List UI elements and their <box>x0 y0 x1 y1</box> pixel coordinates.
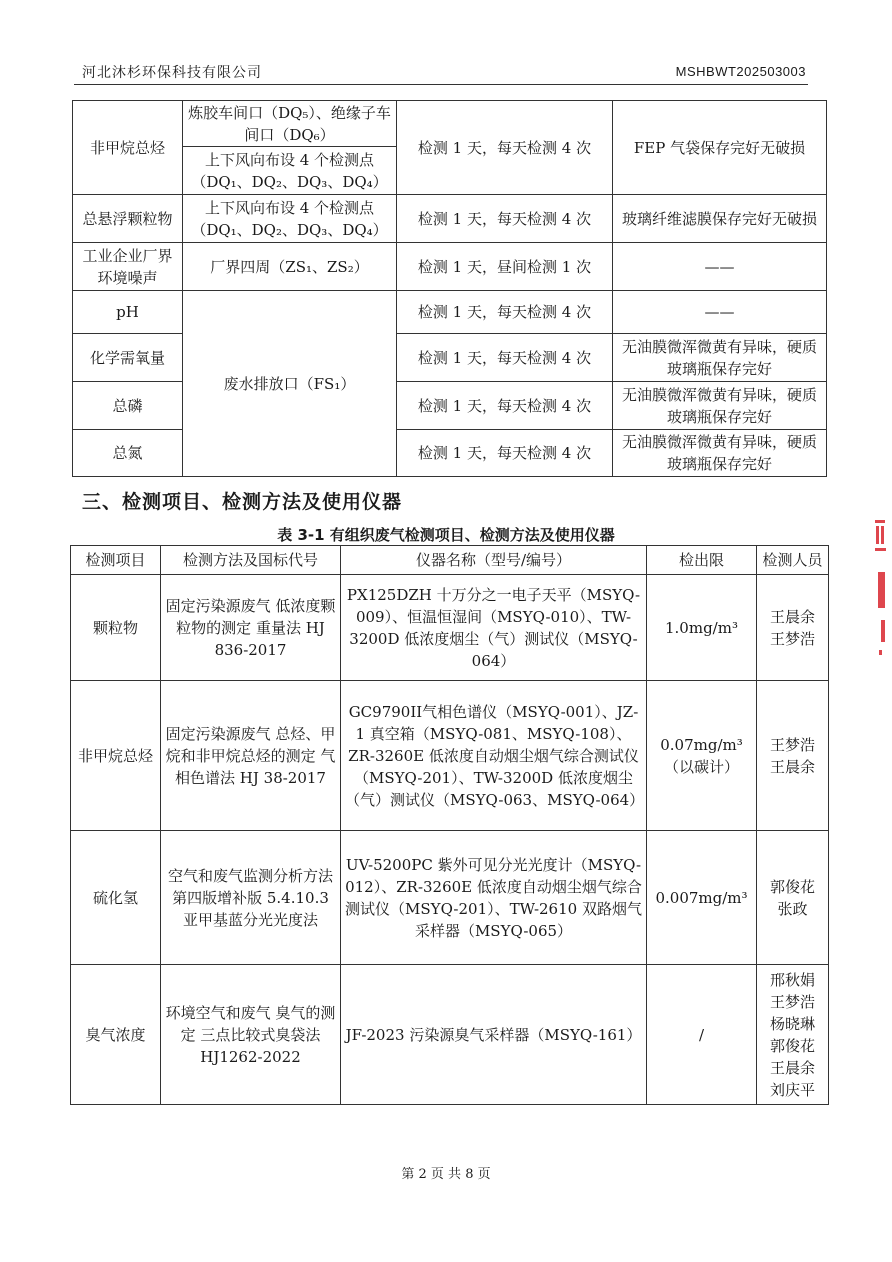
table-cell: 邢秋娟 王梦浩 杨晓琳 郭俊花 王晨余 刘庆平 <box>757 965 829 1105</box>
table-cell: 检测 1 天，昼间检测 1 次 <box>397 243 613 291</box>
header-divider <box>74 84 808 85</box>
detection-limit: 0.07mg/m³ <box>660 735 743 754</box>
table-header-cell: 检测方法及国标代号 <box>161 546 341 575</box>
table-cell: 硫化氢 <box>71 831 161 965</box>
table-header-cell: 检测人员 <box>757 546 829 575</box>
table-cell: 臭气浓度 <box>71 965 161 1105</box>
table-cell: —— <box>613 243 827 291</box>
table-row <box>73 291 827 334</box>
table-cell: 炼胶车间口（DQ₅）、绝缘子车间口（DQ₆） <box>183 101 397 147</box>
table-cell: 工业企业厂界环境噪声 <box>73 243 183 291</box>
table-cell: 玻璃纤维滤膜保存完好无破损 <box>613 195 827 243</box>
table-header-cell: 检测项目 <box>71 546 161 575</box>
table-cell: 无油膜微浑微黄有异味，硬质玻璃瓶保存完好 <box>613 334 827 382</box>
table-cell: 废水排放口（FS₁） <box>183 291 397 477</box>
report-number: MSHBWT202503003 <box>675 64 806 79</box>
table-cell: 固定污染源废气 低浓度颗粒物的测定 重量法 HJ 836-2017 <box>161 575 341 681</box>
detection-limit: 0.007mg/m³ <box>655 888 748 907</box>
table-header-cell: 检出限 <box>647 546 757 575</box>
detection-limit: 1.0mg/m³ <box>665 618 738 637</box>
table-cell <box>647 831 757 965</box>
table-cell: 总磷 <box>73 382 183 430</box>
table-row <box>71 681 829 831</box>
table-row <box>73 243 827 291</box>
table-cell: 厂界四周（ZS₁、ZS₂） <box>183 243 397 291</box>
methods-table <box>70 545 829 1105</box>
table-cell: 非甲烷总烃 <box>73 101 183 195</box>
table-cell: pH <box>73 291 183 334</box>
table-row <box>73 101 827 147</box>
table-row <box>73 195 827 243</box>
table-cell: 王晨余 王梦浩 <box>757 575 829 681</box>
sampling-table <box>72 100 827 477</box>
table-cell <box>647 575 757 681</box>
table-cell: 总悬浮颗粒物 <box>73 195 183 243</box>
detection-limit-note: （以碳计） <box>663 757 739 776</box>
table-caption: 表 3-1 有组织废气检测项目、检测方法及使用仪器 <box>277 526 615 544</box>
table-cell: 郭俊花 张政 <box>757 831 829 965</box>
company-name: 河北沐杉环保科技有限公司 <box>82 65 262 81</box>
table-cell: 检测 1 天，每天检测 4 次 <box>397 195 613 243</box>
seal-stamp-fragment <box>873 520 887 660</box>
table-cell: 检测 1 天，每天检测 4 次 <box>397 430 613 477</box>
table-cell: 总氮 <box>73 430 183 477</box>
table-cell: GC9790II气相色谱仪（MSYQ-001）、JZ-1 真空箱（MSYQ-081、MSYQ-108）、ZR-3260E 低浓度自动烟尘烟气综合测试仪（MSYQ-201）、TW-3200D 低浓度烟尘（气）测试仪（MSYQ-063、MSYQ-064） <box>341 681 647 831</box>
table-cell: 检测 1 天，每天检测 4 次 <box>397 334 613 382</box>
table-cell: 上下风向布设 4 个检测点（DQ₁、DQ₂、DQ₃、DQ₄） <box>183 195 397 243</box>
table-cell: FEP 气袋保存完好无破损 <box>613 101 827 195</box>
table-header-cell: 仪器名称（型号/编号） <box>341 546 647 575</box>
table-cell: 空气和废气监测分析方法 第四版增补版 5.4.10.3 亚甲基蓝分光光度法 <box>161 831 341 965</box>
table-cell: 检测 1 天，每天检测 4 次 <box>397 291 613 334</box>
table-cell: —— <box>613 291 827 334</box>
table-cell: JF-2023 污染源臭气采样器（MSYQ-161） <box>341 965 647 1105</box>
table-row <box>71 965 829 1105</box>
table-cell: 上下风向布设 4 个检测点（DQ₁、DQ₂、DQ₃、DQ₄） <box>183 147 397 195</box>
table-cell: 王梦浩 王晨余 <box>757 681 829 831</box>
section-title: 三、检测项目、检测方法及使用仪器 <box>82 491 403 513</box>
table-cell: 非甲烷总烃 <box>71 681 161 831</box>
table-row <box>71 575 829 681</box>
table-cell: 化学需氧量 <box>73 334 183 382</box>
detection-limit: / <box>698 1025 705 1044</box>
table-cell: 无油膜微浑微黄有异味，硬质玻璃瓶保存完好 <box>613 430 827 477</box>
table-cell <box>647 681 757 831</box>
table-cell: PX125DZH 十万分之一电子天平（MSYQ-009）、恒温恒湿间（MSYQ-010）、TW-3200D 低浓度烟尘（气）测试仪（MSYQ-064） <box>341 575 647 681</box>
table-cell <box>647 965 757 1105</box>
page-number: 第 2 页 共 8 页 <box>401 1167 491 1182</box>
table-cell: 无油膜微浑微黄有异味，硬质玻璃瓶保存完好 <box>613 382 827 430</box>
table-cell: UV-5200PC 紫外可见分光光度计（MSYQ-012）、ZR-3260E 低浓度自动烟尘烟气综合测试仪（MSYQ-201）、TW-2610 双路烟气采样器（MSYQ-065） <box>341 831 647 965</box>
table-cell: 颗粒物 <box>71 575 161 681</box>
table-row <box>71 831 829 965</box>
table-cell: 检测 1 天，每天检测 4 次 <box>397 382 613 430</box>
table-cell: 环境空气和废气 臭气的测定 三点比较式臭袋法 HJ1262-2022 <box>161 965 341 1105</box>
table-cell: 检测 1 天，每天检测 4 次 <box>397 101 613 195</box>
table-cell: 固定污染源废气 总烃、甲烷和非甲烷总烃的测定 气相色谱法 HJ 38-2017 <box>161 681 341 831</box>
table-header-row <box>71 546 829 575</box>
